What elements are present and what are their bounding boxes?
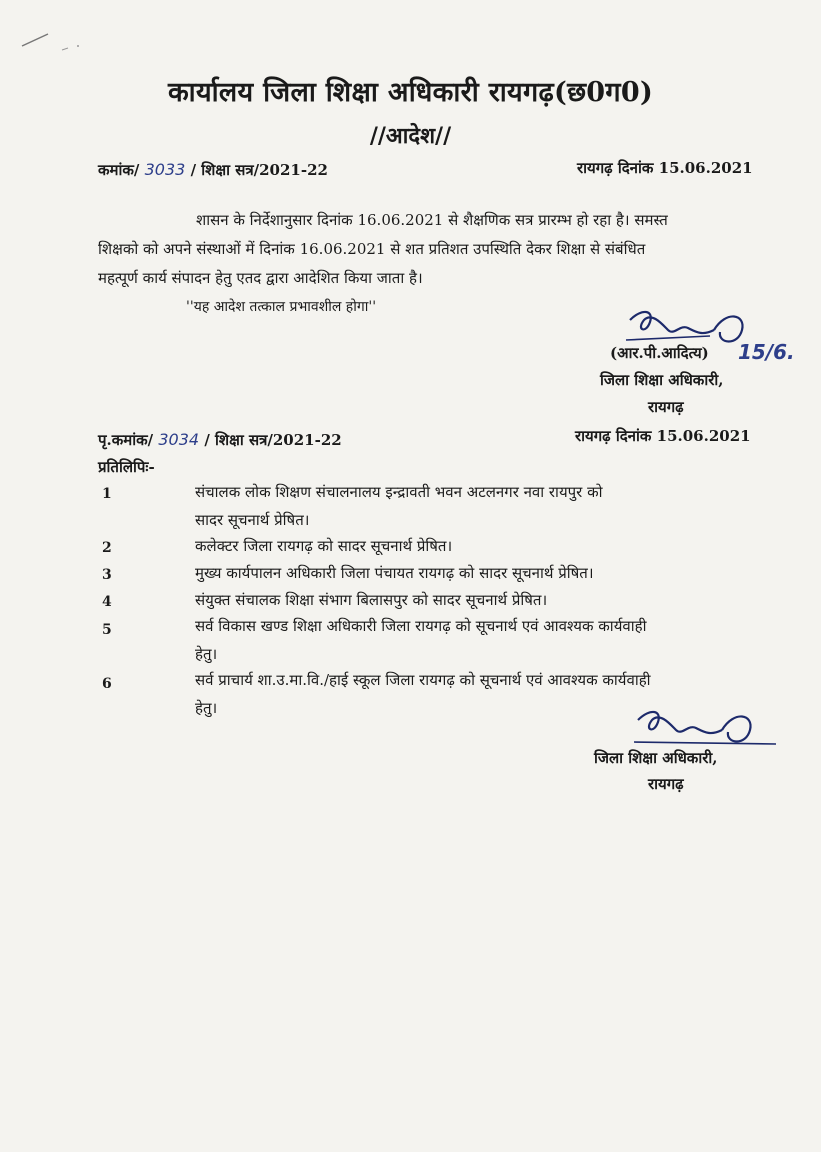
recipient-item	[195, 559, 594, 587]
order-number-value: 3033	[144, 160, 186, 179]
scan-mark-icon	[18, 28, 88, 58]
signatory-designation: जिला शिक्षा अधिकारी,	[600, 371, 724, 389]
recipient-number: 5	[102, 622, 112, 638]
recipient-number: 1	[102, 486, 112, 502]
copy-number-value: 3034	[158, 430, 200, 449]
copy-number-label: पृ.कमांक/	[98, 431, 154, 449]
copy-number-line	[98, 430, 342, 450]
recipient-number: 4	[102, 594, 112, 610]
order-title: //आदेश//	[369, 123, 452, 149]
signatory-designation: जिला शिक्षा अधिकारी,	[594, 749, 718, 767]
signatory-name: (आर.पी.आदित्य)	[610, 344, 709, 362]
signature-date-mark: 15/6.	[738, 340, 795, 364]
signature-icon	[630, 700, 780, 752]
recipient-line: हेतु।	[195, 699, 218, 717]
order-session: / शिक्षा सत्र/2021-22	[190, 161, 328, 179]
copy-date: रायगढ़ दिनांक 15.06.2021	[575, 427, 751, 445]
recipient-line: संयुक्त संचालक शिक्षा संभाग बिलासपुर को सादर सूचनार्थ प्रेषित।	[195, 591, 548, 609]
recipient-number: 2	[102, 540, 112, 556]
signatory-place: रायगढ़	[648, 398, 684, 416]
recipient-item	[195, 666, 651, 722]
order-number-label: कमांक/	[98, 161, 140, 179]
order-date: रायगढ़ दिनांक 15.06.2021	[577, 159, 753, 177]
order-number-line	[98, 160, 328, 180]
effect-statement: ''यह आदेश तत्काल प्रभावशील होगा''	[186, 299, 377, 315]
recipient-number: 6	[102, 676, 112, 692]
copy-session: / शिक्षा सत्र/2021-22	[204, 431, 342, 449]
body-line: शासन के निर्देशानुसार दिनांक 16.06.2021 से शैक्षणिक सत्र प्रारम्भ हो रहा है। समस्त	[196, 211, 668, 229]
recipient-number: 3	[102, 567, 112, 583]
body-line: महत्पूर्ण कार्य संपादन हेतु एतद द्वारा आदेशित किया जाता है।	[98, 269, 423, 287]
copy-heading: प्रतिलिपिः-	[98, 458, 155, 476]
office-title: कार्यालय जिला शिक्षा अधिकारी रायगढ़(छ0ग0)	[167, 77, 654, 108]
recipient-line: संचालक लोक शिक्षण संचालनालय इन्द्रावती भवन अटलनगर नवा रायपुर को	[195, 483, 603, 501]
recipient-line: सर्व विकास खण्ड शिक्षा अधिकारी जिला रायगढ़ को सूचनार्थ एवं आवश्यक कार्यवाही	[195, 617, 647, 635]
recipient-line: कलेक्टर जिला रायगढ़ को सादर सूचनार्थ प्रेषित।	[195, 537, 453, 555]
recipient-line: मुख्य कार्यपालन अधिकारी जिला पंचायत रायगढ़ को सादर सूचनार्थ प्रेषित।	[195, 564, 594, 582]
body-line: शिक्षको को अपने संस्थाओं में दिनांक 16.06.2021 से शत प्रतिशत उपस्थिति देकर शिक्षा से संबंधित	[98, 240, 646, 258]
recipient-item	[195, 532, 452, 560]
recipient-item	[195, 478, 602, 534]
recipient-line: हेतु।	[195, 645, 218, 663]
recipient-line: सर्व प्राचार्य शा.उ.मा.वि./हाई स्कूल जिला रायगढ़ को सूचनार्थ एवं आवश्यक कार्यवाही	[195, 671, 651, 689]
recipient-item	[195, 586, 547, 614]
recipient-item	[195, 612, 646, 668]
recipient-line: सादर सूचनार्थ प्रेषित।	[195, 511, 310, 529]
signatory-place: रायगढ़	[648, 775, 684, 793]
